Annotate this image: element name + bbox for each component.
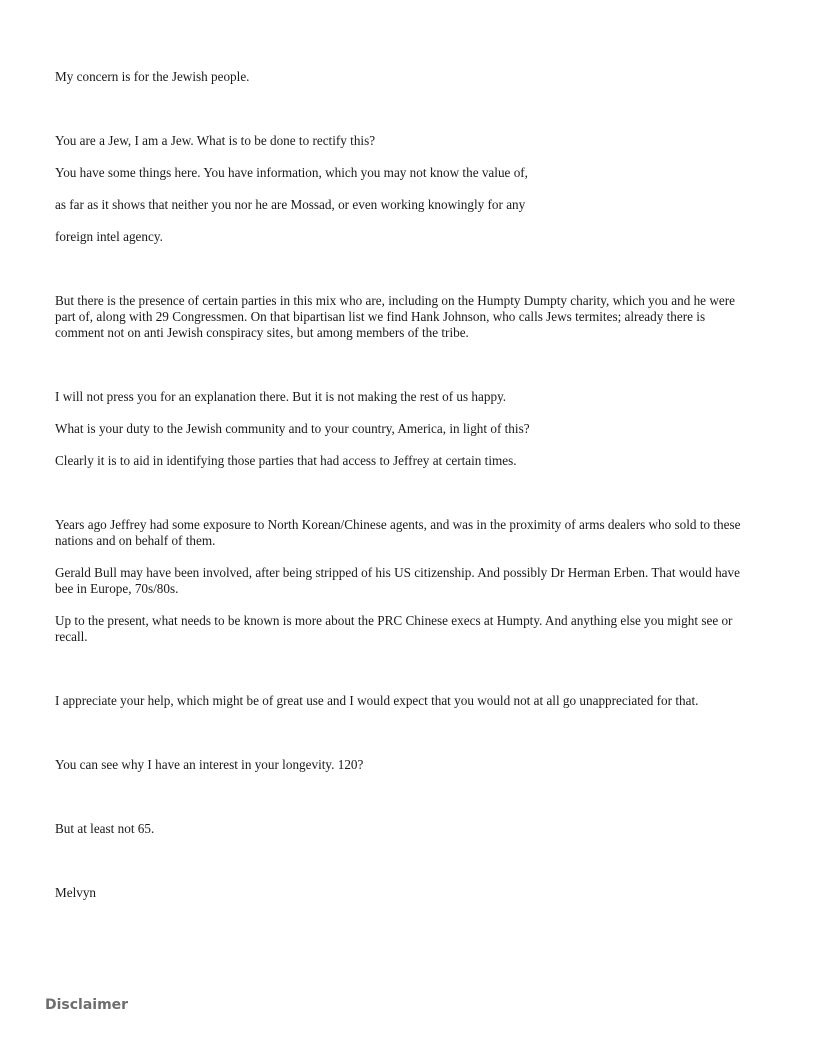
paragraph-information: You have some things here. You have information, which you may not know the value of, [55,165,528,180]
paragraph-at-least: But at least not 65. [55,821,155,836]
paragraph-question: You are a Jew, I am a Jew. What is to be done to rectify this? [55,133,376,148]
signature: Melvyn [55,885,97,900]
paragraph-identify: Clearly it is to aid in identifying those parties that had access to Jeffrey at certain times. [55,453,517,468]
disclaimer-label: Disclaimer [45,997,129,1013]
paragraph-duty: What is your duty to the Jewish community and to your country, America, in light of this? [55,421,530,436]
paragraph-gerald-bull: Gerald Bull may have been involved, after being stripped of his US citizenship. And possibly Dr Herman Erben. That would have bee in Europe, 70s/80s. [55,565,740,596]
paragraph-mossad: as far as it shows that neither you nor he are Mossad, or even working knowingly for any [55,197,526,212]
paragraph-appreciation: I appreciate your help, which might be of great use and I would expect that you would not at all go unappreciated for that. [55,693,699,708]
paragraph-longevity: You can see why I have an interest in your longevity. 120? [55,757,364,772]
paragraph-explanation: I will not press you for an explanation there. But it is not making the rest of us happy. [55,389,507,404]
paragraph-humpty-dumpty: But there is the presence of certain parties in this mix who are, including on the Humpty Dumpty charity, which you and he were part of, along with 29 Congressmen. On that bipartisan list we find Hank Johnson, who calls Jews termites; already there is comment not on anti Jewish conspiracy sites, but among members of the tribe. [55,293,735,340]
paragraph-intel-agency: foreign intel agency. [55,229,163,244]
paragraph-concern: My concern is for the Jewish people. [55,69,250,84]
paragraph-exposure: Years ago Jeffrey had some exposure to North Korean/Chinese agents, and was in the proximity of arms dealers who sold to these nations and on behalf of them. [55,517,741,548]
paragraph-prc-execs: Up to the present, what needs to be known is more about the PRC Chinese execs at Humpty. And anything else you might see or recall. [55,613,733,644]
